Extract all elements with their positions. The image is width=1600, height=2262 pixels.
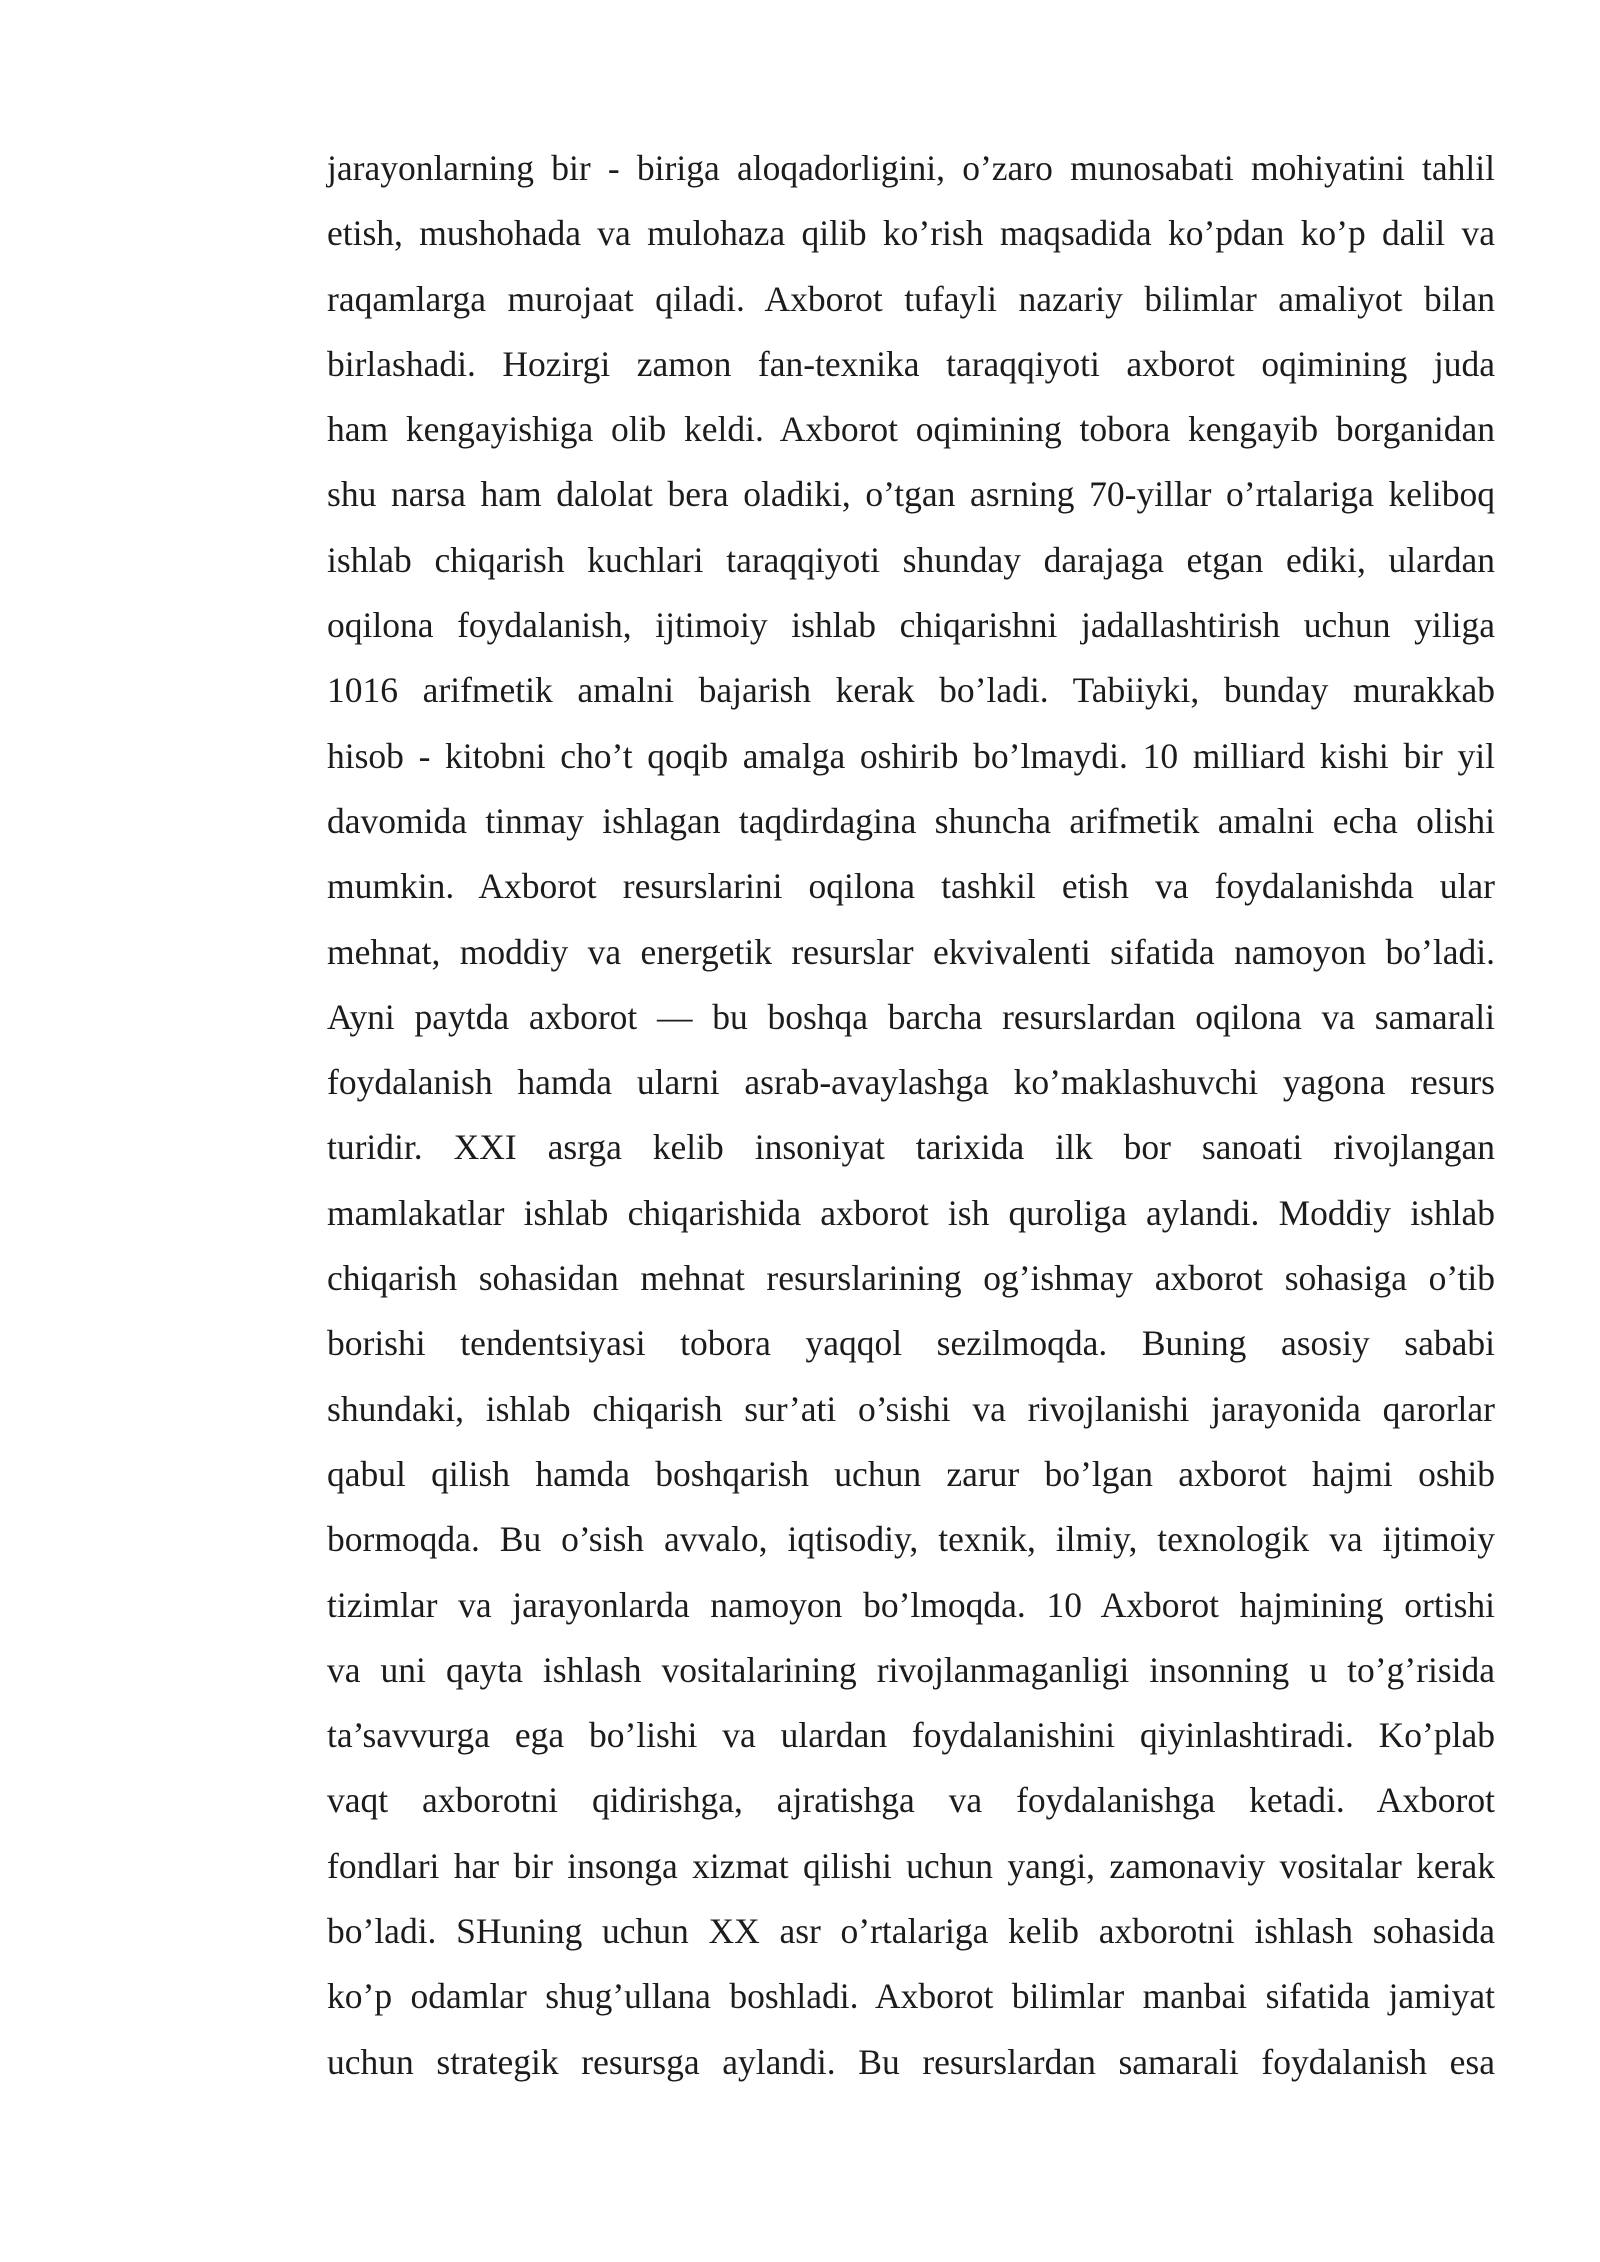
text-line: davomida tinmay ishlagan taqdirdagina shuncha arifmetik amalni echa olishi — [327, 800, 1495, 841]
text-line: jarayonlarning bir - biriga aloqadorligini, o’zaro munosabati mohiyatini tahlil — [327, 148, 1495, 188]
text-line: raqamlarga murojaat qiladi. Axborot tufayli nazariy bilimlar amaliyot bilan — [327, 278, 1495, 319]
text-line: ko’p odamlar shug’ullana boshladi. Axborot bilimlar manbai sifatida jamiyat — [327, 1976, 1495, 2017]
text-line: borishi tendentsiyasi tobora yaqqol sezilmoqda. Buning asosiy sababi — [327, 1323, 1495, 1364]
text-line: va uni qayta ishlash vositalarining rivojlanmaganligi insonning u to’g’risida — [327, 1649, 1495, 1690]
text-line: hisob - kitobni cho’t qoqib amalga oshirib bo’lmaydi. 10 milliard kishi bir yil — [327, 735, 1495, 776]
text-line: fondlari har bir insonga xizmat qilishi uchun yangi, zamonaviy vositalar kerak — [327, 1845, 1495, 1886]
text-line: birlashadi. Hozirgi zamon fan-texnika taraqqiyoti axborot oqimining juda — [327, 343, 1495, 384]
text-line: oqilona foydalanish, ijtimoiy ishlab chiqarishni jadallashtirish uchun yiliga — [327, 605, 1495, 646]
text-line: ishlab chiqarish kuchlari taraqqiyoti shunday darajaga etgan ediki, ulardan — [327, 539, 1495, 580]
text-line: ta’savvurga ega bo’lishi va ulardan foydalanishini qiyinlashtiradi. Ko’plab — [327, 1715, 1495, 1756]
text-line: Ayni paytda axborot — bu boshqa barcha resurslardan oqilona va samarali — [327, 996, 1495, 1037]
text-line: tizimlar va jarayonlarda namoyon bo’lmoqda. 10 Axborot hajmining ortishi — [327, 1584, 1495, 1625]
text-line: uchun strategik resursga aylandi. Bu resurslardan samarali foydalanish esa — [327, 2041, 1495, 2082]
text-line: 1016 arifmetik amalni bajarish kerak bo’ladi. Tabiiyki, bunday murakkab — [327, 670, 1495, 711]
text-line: bormoqda. Bu o’sish avvalo, iqtisodiy, texnik, ilmiy, texnologik va ijtimoiy — [327, 1519, 1495, 1560]
text-line: mamlakatlar ishlab chiqarishida axborot ish quroliga aylandi. Moddiy ishlab — [327, 1192, 1495, 1233]
text-line: etish, mushohada va mulohaza qilib ko’rish maqsadida ko’pdan ko’p dalil va — [327, 213, 1495, 254]
text-line: mumkin. Axborot resurslarini oqilona tashkil etish va foydalanishda ular — [327, 866, 1495, 907]
text-line: foydalanish hamda ularni asrab-avaylashga ko’maklashuvchi yagona resurs — [327, 1062, 1495, 1103]
text-line: vaqt axborotni qidirishga, ajratishga va foydalanishga ketadi. Axborot — [327, 1780, 1495, 1821]
text-line: bo’ladi. SHuning uchun XX asr o’rtalariga kelib axborotni ishlash sohasida — [327, 1911, 1495, 1952]
body-text — [327, 136, 1495, 2095]
text-line: ham kengayishiga olib keldi. Axborot oqimining tobora kengayib borganidan — [327, 409, 1495, 450]
text-line: qabul qilish hamda boshqarish uchun zarur bo’lgan axborot hajmi oshib — [327, 1453, 1495, 1494]
text-line: shu narsa ham dalolat bera oladiki, o’tgan asrning 70-yillar o’rtalariga keliboq — [327, 474, 1495, 515]
text-line: shundaki, ishlab chiqarish sur’ati o’sishi va rivojlanishi jarayonida qarorlar — [327, 1388, 1495, 1429]
text-line: chiqarish sohasidan mehnat resurslarining og’ishmay axborot sohasiga o’tib — [327, 1258, 1495, 1299]
text-line: mehnat, moddiy va energetik resurslar ekvivalenti sifatida namoyon bo’ladi. — [327, 931, 1495, 972]
text-line: turidir. XXI asrga kelib insoniyat tarixida ilk bor sanoati rivojlangan — [327, 1127, 1495, 1168]
